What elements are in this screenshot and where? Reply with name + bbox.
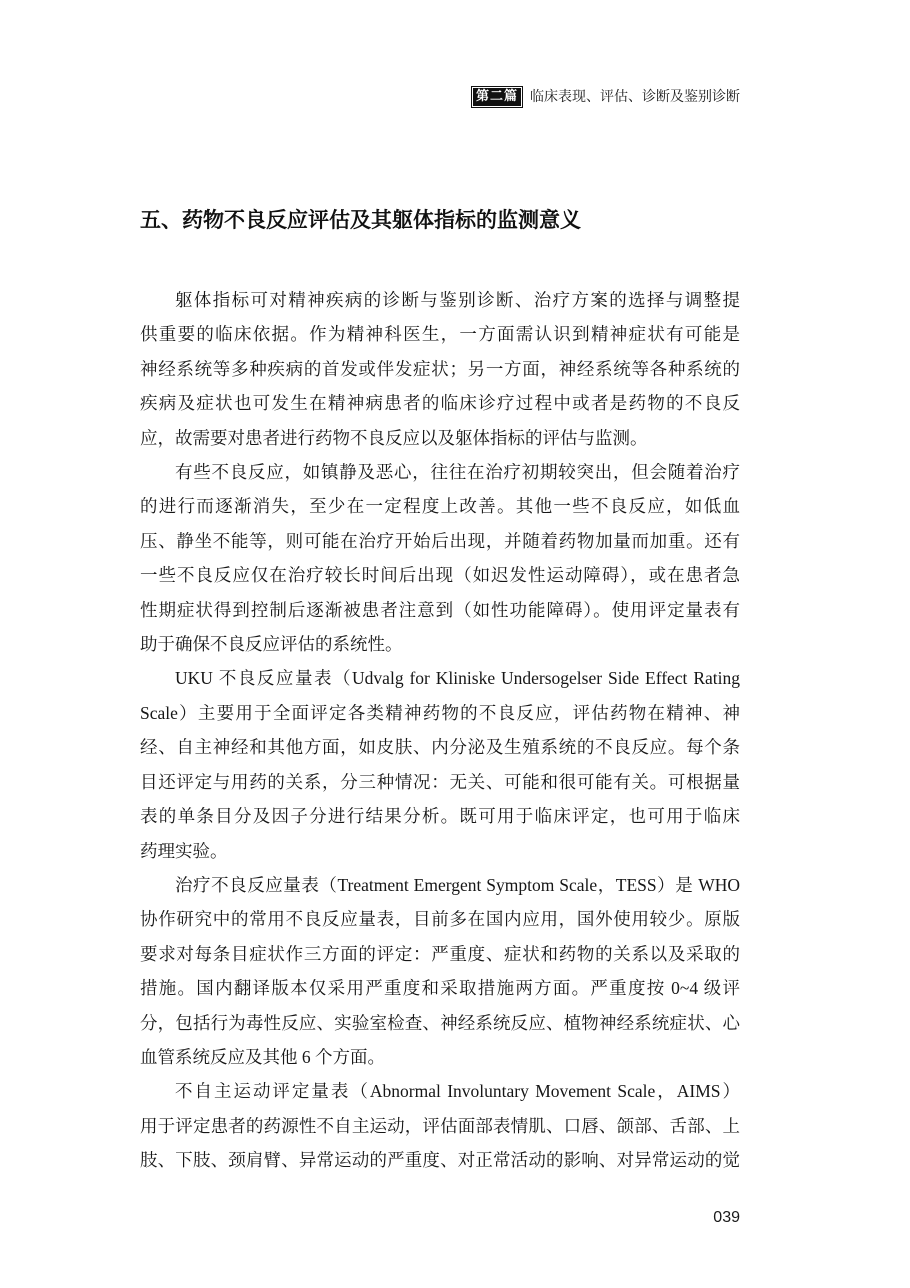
body-line: 治疗不良反应量表（Treatment Emergent Symptom Scale，TESS）是 WHO [175,874,740,895]
body-line: 一些不良反应仅在治疗较长时间后出现（如迟发性运动障碍），或在患者急 [140,565,740,586]
page-number: 039 [713,1209,740,1226]
body-line: 压、静坐不能等，则可能在治疗开始后出现，并随着药物加量而加重。还有 [140,530,740,551]
section-title: 五、药物不良反应评估及其躯体指标的监测意义 [140,208,581,232]
body-line: UKU 不良反应量表（Udvalg for Kliniske Undersogelser Side Effect Rating [175,668,740,689]
body-line: 血管系统反应及其他 6 个方面。 [140,1046,385,1067]
body-line: Scale）主要用于全面评定各类精神药物的不良反应，评估药物在精神、神 [140,702,740,723]
body-line: 表的单条目分及因子分进行结果分析。既可用于临床评定，也可用于临床 [140,806,740,827]
body-line: 的进行而逐渐消失，至少在一定程度上改善。其他一些不良反应，如低血 [140,496,740,517]
body-line: 药理实验。 [140,840,228,861]
body-line: 应，故需要对患者进行药物不良反应以及躯体指标的评估与监测。 [140,427,648,448]
body-line: 神经系统等多种疾病的首发或伴发症状；另一方面，神经系统等各种系统的 [140,358,740,379]
body-line: 协作研究中的常用不良反应量表，目前多在国内应用，国外使用较少。原版 [140,909,740,930]
body-line: 目还评定与用药的关系，分三种情况：无关、可能和很可能有关。可根据量 [140,771,740,792]
body-line: 用于评定患者的药源性不自主运动，评估面部表情肌、口唇、颌部、舌部、上 [140,1115,740,1136]
body-line: 有些不良反应，如镇静及恶心，往往在治疗初期较突出，但会随着治疗 [175,462,740,483]
body-line: 助于确保不良反应评估的系统性。 [140,634,403,655]
body-line: 要求对每条目症状作三方面的评定：严重度、症状和药物的关系以及采取的 [140,943,740,964]
body-line: 分，包括行为毒性反应、实验室检查、神经系统反应、植物神经系统症状、心 [140,1012,740,1033]
part-label-badge: 第二篇 [471,86,523,108]
body-line: 措施。国内翻译版本仅采用严重度和采取措施两方面。严重度按 0~4 级评 [140,978,740,999]
body-line: 供重要的临床依据。作为精神科医生，一方面需认识到精神症状有可能是 [140,324,740,345]
running-header [471,86,740,108]
body-text [140,283,740,1178]
body-line: 经、自主神经和其他方面，如皮肤、内分泌及生殖系统的不良反应。每个条 [140,737,740,758]
body-line: 肢、下肢、颈肩臂、异常运动的严重度、对正常活动的影响、对异常运动的觉 [140,1150,740,1171]
body-line: 躯体指标可对精神疾病的诊断与鉴别诊断、治疗方案的选择与调整提 [175,290,740,310]
body-line: 不自主运动评定量表（Abnormal Involuntary Movement Scale，AIMS） [175,1081,740,1102]
body-line: 疾病及症状也可发生在精神病患者的临床诊疗过程中或者是药物的不良反 [140,393,740,414]
part-title: 临床表现、评估、诊断及鉴别诊断 [530,89,740,105]
body-line: 性期症状得到控制后逐渐被患者注意到（如性功能障碍）。使用评定量表有 [140,599,740,620]
